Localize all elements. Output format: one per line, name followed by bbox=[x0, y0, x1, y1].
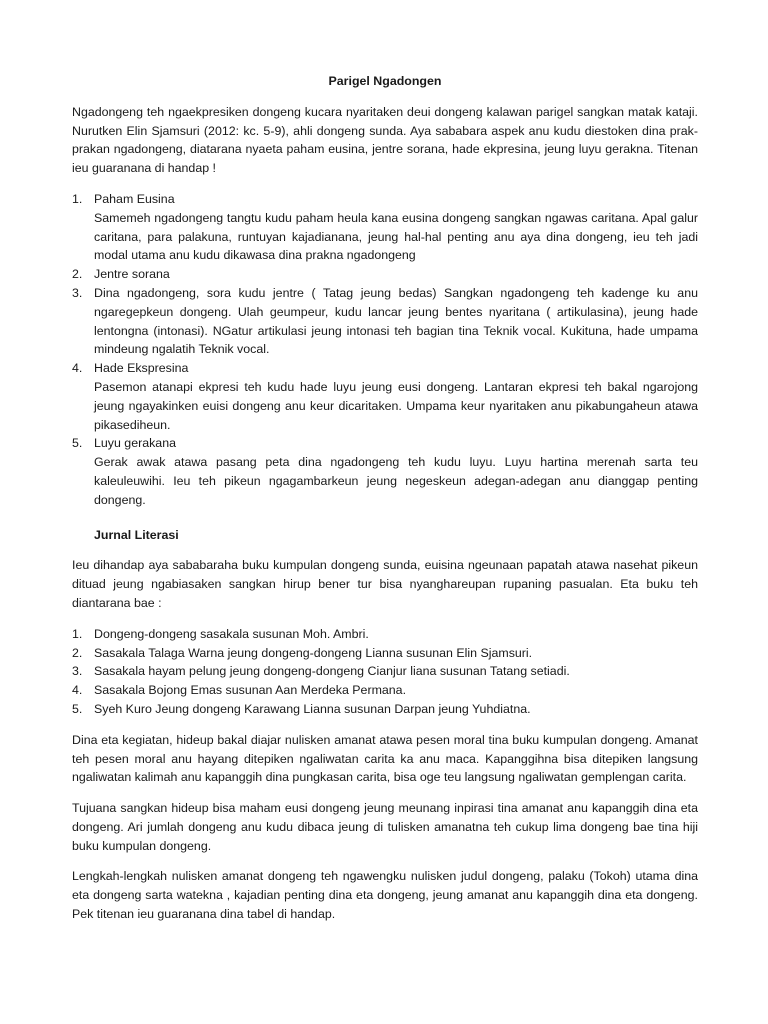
book-number: 3. bbox=[72, 664, 83, 679]
book-title: Sasakala Bojong Emas susunan Aan Merdeka Permana. bbox=[94, 683, 407, 698]
book-item bbox=[72, 644, 698, 663]
aspect-number: 2. bbox=[72, 267, 83, 282]
aspect-label: Hade Ekspresina bbox=[94, 361, 189, 376]
book-number: 4. bbox=[72, 683, 83, 698]
body-paragraph-lengkah: Lengkah-lengkah nulisken amanat dongeng teh ngawengku nulisken judul dongeng, palaku (Tokoh) utama dina eta dongeng sarta watekna , kajadian penting dina eta dongeng, jeung amanat anu kapanggih dina eta dongeng. Pek titenan ieu guaranana dina tabel di handap. bbox=[72, 869, 698, 922]
book-number: 2. bbox=[72, 645, 83, 660]
document-title: Parigel Ngadongen bbox=[328, 74, 442, 88]
intro-paragraph: Ngadongeng teh ngaekpresiken dongeng kucara nyaritaken deui dongeng kalawan parigel sangkan matak kataji. Nurutken Elin Sjamsuri (2012: kc. 5-9), ahli dongeng sunda. Aya sababara aspek anu kudu diestoken dina prak-prakan ngadongeng, diatarana nyaeta paham eusina, jentre sorana, hade ekpresina, jeung luyu gerakna. Titenan ieu guaranana di handap ! bbox=[72, 104, 698, 176]
aspect-item bbox=[72, 359, 698, 434]
book-item bbox=[72, 700, 698, 719]
book-title: Syeh Kuro Jeung dongeng Karawang Lianna susunan Darpan jeung Yuhdiatna. bbox=[94, 701, 531, 716]
book-item bbox=[72, 625, 698, 644]
document-page bbox=[72, 72, 698, 936]
aspect-number: 1. bbox=[72, 191, 83, 206]
aspect-label: Jentre sorana bbox=[94, 267, 170, 282]
aspect-description: Samemeh ngadongeng tangtu kudu paham heula kana eusina dongeng sangkan ngawas caritana. Apal galur caritana, para palakuna, runtuyan kajadianana, jeung hal-hal penting anu aya dina dongeng, ieu teh jadi modal utama anu kudu dikawasa dina prakna ngadongeng bbox=[94, 210, 698, 263]
aspect-number: 3. bbox=[72, 285, 83, 300]
body-paragraph-tujuana: Tujuana sangkan hideup bisa maham eusi dongeng jeung meunang inpirasi tina amanat anu kapanggih dina eta dongeng. Ari jumlah dongeng anu kudu dibaca jeung di tulisken amanatna teh cukup lima dongeng bae tina hiji buku kumpulan dongeng. bbox=[72, 801, 698, 853]
section-heading: Jurnal Literasi bbox=[94, 527, 179, 542]
aspect-description: Gerak awak atawa pasang peta dina ngadongeng teh kudu luyu. Luyu hartina merenah sarta teu kaleuleuwihi. Ieu teh pikeun ngagambarkeun jeung negeskeun adegan-adegan anu dianggap penting dongeng. bbox=[94, 455, 698, 507]
books-list bbox=[72, 625, 698, 719]
aspect-item bbox=[72, 265, 698, 284]
book-item bbox=[72, 681, 698, 700]
aspect-label: Paham Eusina bbox=[94, 191, 175, 206]
aspect-description: Pasemon atanapi ekpresi teh kudu hade luyu jeung eusi dongeng. Lantaran ekpresi teh bakal ngarojong jeung ngayakinken euisi dongeng anu keur dicaritaken. Umpama keur nyaritaken anu pikabungaheun atawa pikasediheun. bbox=[94, 379, 698, 432]
book-title: Sasakala hayam pelung jeung dongeng-dongeng Cianjur liana susunan Tatang setiadi. bbox=[94, 664, 570, 679]
aspect-number: 4. bbox=[72, 361, 83, 376]
book-number: 1. bbox=[72, 626, 83, 641]
book-number: 5. bbox=[72, 701, 83, 716]
section-intro-paragraph: Ieu dihandap aya sababaraha buku kumpulan dongeng sunda, euisina ngeunaan papatah atawa nasehat pikeun dituad jeung ngabiasaken sangkan hirup bener tur bisa nyanghareupan rupaning pasualan. Eta buku teh diantarana bae : bbox=[72, 558, 698, 610]
body-paragraph-dina: Dina eta kegiatan, hideup bakal diajar nulisken amanat atawa pesen moral tina buku kumpulan dongeng. Amanat teh pesen moral anu hayang ditepiken ngaliwatan carita ka anu maca. Kapanggihna bisa ditepiken langsung ngaliwatan kalimah anu kapanggih dina pungkasan carita, bisa oge teu langsung ngaliwatan gemplengan carita. bbox=[72, 732, 698, 785]
aspect-item bbox=[72, 190, 698, 265]
aspect-number: 5. bbox=[72, 436, 83, 451]
book-title: Dongeng-dongeng sasakala susunan Moh. Ambri. bbox=[94, 626, 369, 641]
aspects-list bbox=[72, 190, 698, 510]
aspect-item bbox=[72, 284, 698, 359]
book-title: Sasakala Talaga Warna jeung dongeng-dongeng Lianna susunan Elin Sjamsuri. bbox=[94, 645, 533, 660]
book-item bbox=[72, 662, 698, 681]
aspect-label: Luyu gerakana bbox=[94, 436, 176, 451]
aspect-item bbox=[72, 434, 698, 509]
aspect-label: Dina ngadongeng, sora kudu jentre ( Tatag jeung bedas) Sangkan ngadongeng teh kadenge ku anu ngaregepkeun dongeng. Ulah geumpeur, kudu lancar jeung bentes nyaritana ( artikulasina), jeung hade lentongna (intonasi). NGatur artikulasi jeung intonasi teh bagian tina Teknik vocal. Kukituna, hade umpama mindeung ngalatih Teknik vocal. bbox=[94, 285, 698, 357]
